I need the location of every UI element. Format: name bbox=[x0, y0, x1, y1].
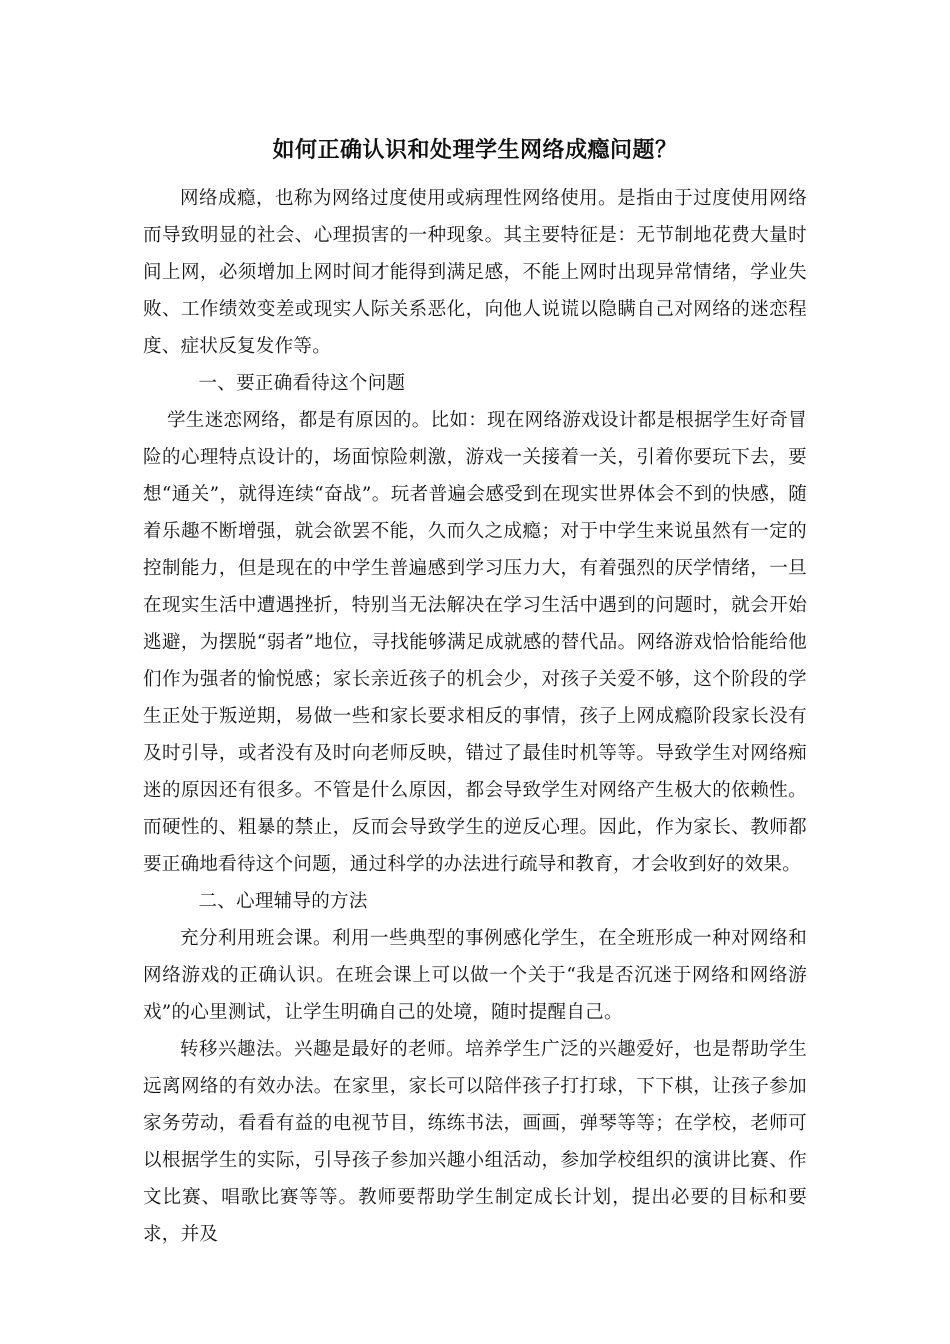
paragraph-interest-transfer: 转移兴趣法。兴趣是最好的老师。培养学生广泛的兴趣爱好，也是帮助学生远离网络的有效办法。在家里，家长可以陪伴孩子打打球，下下棋，让孩子参加家务劳动，看看有益的电视节目，练练书法，画画，弹琴等等；在学校，老师可以根据学生的实际，引导孩子参加兴趣小组活动，参加学校组织的演讲比赛、作文比赛、唱歌比赛等等。教师要帮助学生制定成长计划，提出必要的目标和要求，并及 bbox=[143, 1039, 807, 1245]
paragraph-definition: 网络成瘾，也称为网络过度使用或病理性网络使用。是指由于过度使用网络而导致明显的社会、心理损害的一种现象。其主要特征是：无节制地花费大量时间上网，必须增加上网时间才能得到满足感，不能上网时出现异常情绪，学业失败、工作绩效变差或现实人际关系恶化，向他人说谎以隐瞒自己对网络的迷恋程度、症状反复发作等。 bbox=[143, 188, 807, 357]
paragraph-class-meeting: 充分利用班会课。利用一些典型的事例感化学生，在全班形成一种对网络和网络游戏的正确认识。在班会课上可以做一个关于“我是否沉迷于网络和网络游戏”的心里测试，让学生明确自己的处境，随时提醒自己。 bbox=[143, 928, 807, 1023]
page-title: 如何正确认识和处理学生网络成瘾问题？ bbox=[272, 137, 678, 163]
paragraph-causes: 学生迷恋网络，都是有原因的。比如：现在网络游戏设计都是根据学生好奇冒险的心理特点设计的，场面惊险刺激，游戏一关接着一关，引着你要玩下去，要想“通关”，就得连续“奋战”。玩者普遍会感受到在现实世界体会不到的快感，随着乐趣不断增强，就会欲罢不能，久而久之成瘾；对于中学生来说虽然有一定的控制能力，但是现在的中学生普遍感到学习压力大，有着强烈的厌学情绪，一旦在现实生活中遭遇挫折，特别当无法解决在学习生活中遇到的问题时，就会开始逃避，为摆脱“弱者”地位，寻找能够满足成就感的替代品。网络游戏恰恰能给他们作为强者的愉悦感；家长亲近孩子的机会少，对孩子关爱不够，这个阶段的学生正处于叛逆期，易做一些和家长要求相反的事情，孩子上网成瘾阶段家长没有及时引导，或者没有及时向老师反映，错过了最佳时机等等。导致学生对网络痴迷的原因还有很多。不管是什么原因，都会导致学生对网络产生极大的依赖性。而硬性的、粗暴的禁止，反而会导致学生的逆反心理。因此，作为家长、教师都要正确地看待这个问题，通过科学的办法进行疏导和教育，才会收到好的效果。 bbox=[143, 410, 807, 875]
document-body bbox=[143, 180, 807, 1253]
section-heading-2: 二、心理辅导的方法 bbox=[198, 891, 368, 912]
section-heading-1: 一、要正确看待这个问题 bbox=[198, 373, 406, 394]
